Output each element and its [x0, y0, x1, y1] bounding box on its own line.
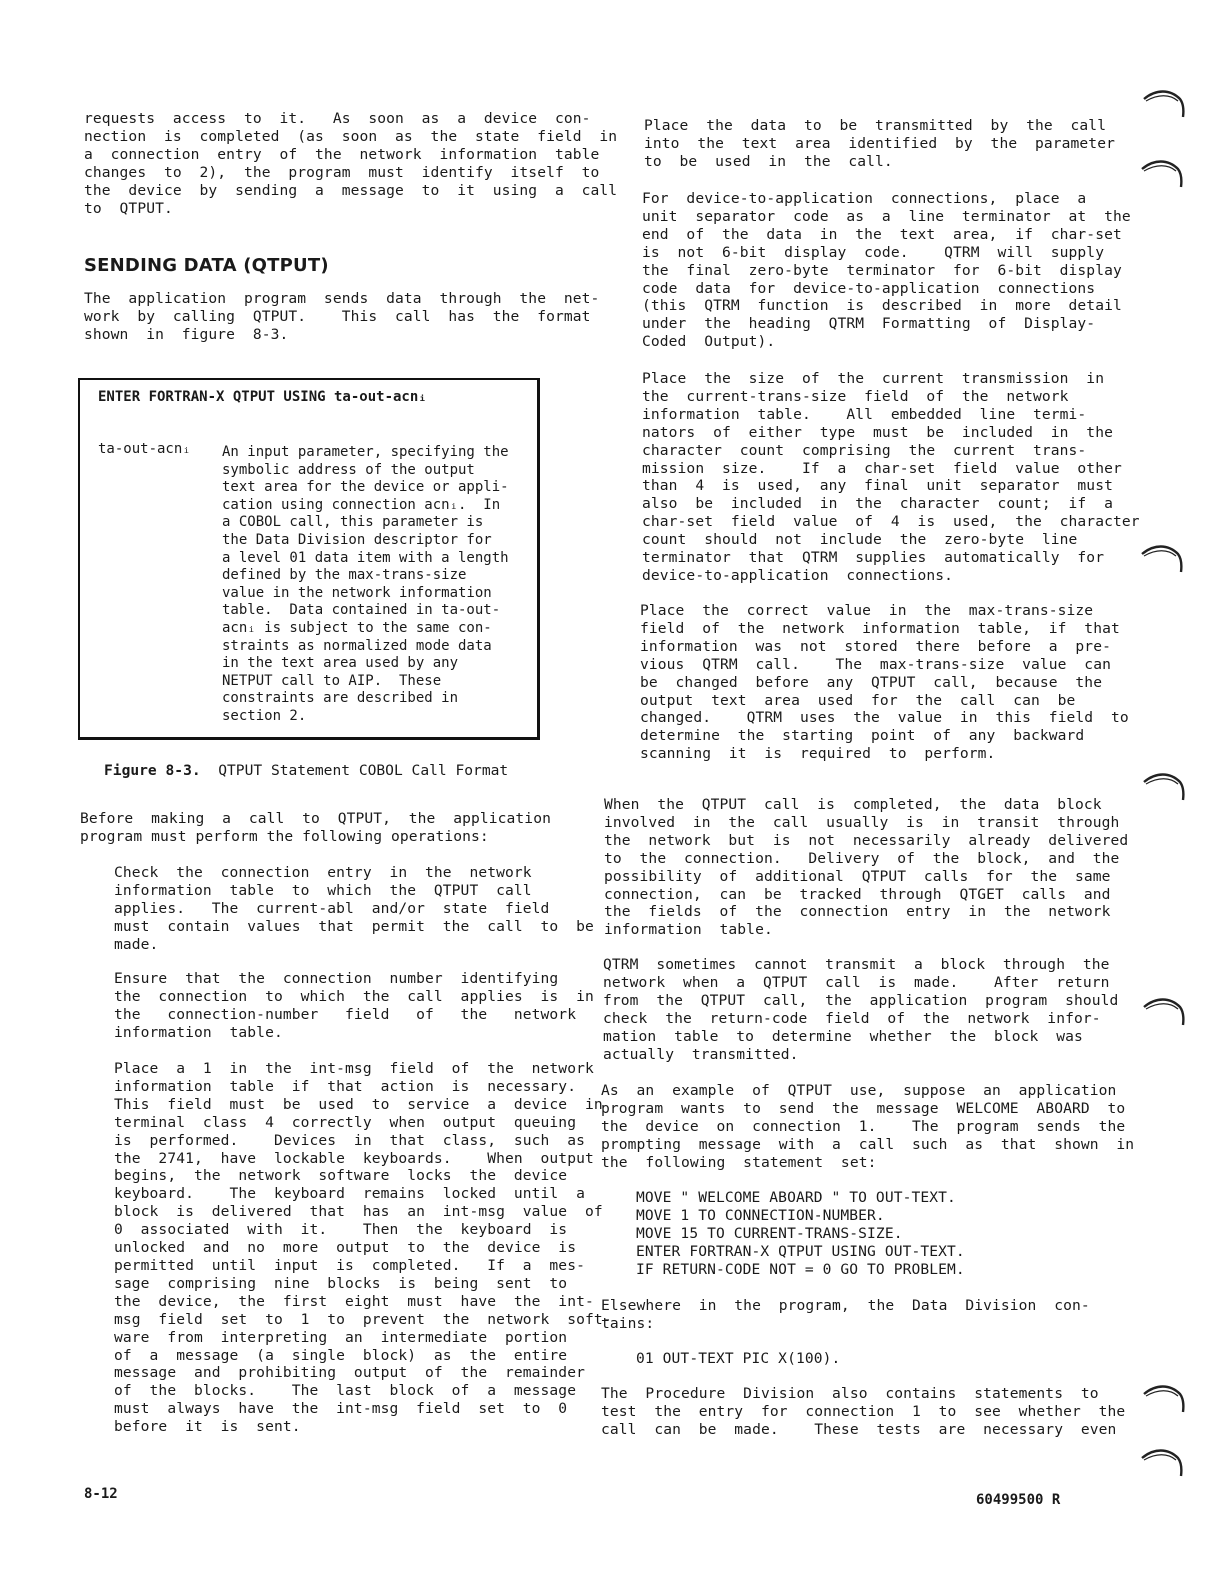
operation-int-msg: Place a 1 in the int-msg field of the network information table if that action is necessary. This field must be used to service a device in terminal class 4 correctly when output queuing is performed. Devices in that class, such as the 2741, have lockable keyboards. When output begins, the network software locks the device keyboard. The keyboard remains locked until a block is delivered that has an int-msg value of 0 associated with it. Then the keyboard is unlocked and no more output to the device is permitted until input is completed. If a mes- sage comprising nine blocks is being sent to the device, the first eight must have the int- msg field set to 1 to prevent the network soft- ware from interpreting an intermediate portion of a message (a single block) as the entire message and prohibiting output of the remainder of the blocks. The last block of a message must always have the int-msg field set to 0 before it is sent. [114, 1060, 612, 1436]
operation-place-data: Place the data to be transmitted by the call into the text area identified by the parameter to be used in the call. [644, 117, 1115, 170]
code-statement-set: MOVE " WELCOME ABOARD " TO OUT-TEXT. MOVE 1 TO CONNECTION-NUMBER. MOVE 15 TO CURRENT-TRANS-SIZE. ENTER FORTRAN-X QTPUT USING OUT-TEXT. IF RETURN-CODE NOT = 0 GO TO PROBLEM. [636, 1189, 965, 1278]
data-division-line: 01 OUT-TEXT PIC X(100). [636, 1350, 841, 1367]
operation-unit-separator: For device-to-application connections, place a unit separator code as a line terminator at the end of the data in the text area, if char-set is not 6-bit display code. QTRM will supply the final zero-byte terminator for 6-bit display code data for device-to-application connections (this QTRM function is described in more detail under the heading QTRM Formatting of Display- Coded Output). [642, 190, 1131, 351]
figure-caption [104, 762, 508, 779]
binder-mark [1140, 1380, 1188, 1416]
figure-caption-text: QTPUT Statement COBOL Call Format [218, 762, 509, 779]
binder-mark [1140, 993, 1188, 1029]
binder-mark [1140, 85, 1188, 121]
operation-trans-size: Place the size of the current transmission in the current-trans-size field of the network information table. All embedded line termi- nators of either type must be included in the character count comprising the current trans- mission size. If a char-set field value other than 4 is used, any final unit separator must also be included in the character count; if a char-set field value of 4 is used, the character count should not include the zero-byte line terminator that QTRM supplies automatically for device-to-application connections. [642, 370, 1140, 584]
procedure-paragraph: The Procedure Division also contains statements to test the entry for connection 1 to see whether the call can be made. These tests are necessary even [601, 1385, 1126, 1438]
example-paragraph: As an example of QTPUT use, suppose an application program wants to send the message WELCOME ABOARD to the device on connection 1. The program sends the prompting message with a call such as that shown in the following statement set: [601, 1082, 1135, 1171]
intro-paragraph: requests access to it. As soon as a device con- nection is completed (as soon as the state field in a connection entry of the network information table changes to 2), the program must identify itself to the device by sending a message to it using a call to QTPUT. [84, 110, 618, 217]
section-intro-paragraph: The application program sends data through the net- work by calling QTPUT. This call has the format shown in figure 8-3. [84, 290, 600, 343]
page-number: 8-12 [84, 1486, 118, 1502]
figure-caption-label: Figure 8-3. [104, 762, 201, 779]
binder-mark [1138, 155, 1186, 191]
binder-mark [1138, 540, 1186, 576]
cannot-transmit-paragraph: QTRM sometimes cannot transmit a block through the network when a QTPUT call is made. After return from the QTPUT call, the application program should check the return-code field of the network infor- mation table to determine whether the block was actually transmitted. [603, 956, 1119, 1063]
figure-param-description: An input parameter, specifying the symbolic address of the output text area for the device or appli- cation using connection acnᵢ. In a COBOL call, this parameter is the Data Division descriptor for a level 01 data item with a length defined by the max-trans-size value in the network information table. Data contained in ta-out- acnᵢ is subject to the same con- straints as normalized mode data in the text area used by any NETPUT call to AIP. These constraints are described in section 2. [222, 444, 509, 724]
operation-ensure-number: Ensure that the connection number identifying the connection to which the call applies is in the connection-number field of the network information table. [114, 970, 594, 1041]
completed-paragraph: When the QTPUT call is completed, the data block involved in the call usually is in transit through the network but is not necessarily already delivered to the connection. Delivery of the block, and the possibility of additional QTPUT calls for the same connection, can be tracked through QTGET calls and the fields of the connection entry in the network information table. [604, 796, 1129, 939]
elsewhere-paragraph: Elsewhere in the program, the Data Division con- tains: [601, 1297, 1090, 1332]
binder-mark [1138, 1444, 1186, 1480]
operation-max-trans-size: Place the correct value in the max-trans-size field of the network information table, if that information was not stored there before a pre- vious QTRM call. The max-trans-size value can be changed before any QTPUT call, because the output text area used for the call can be changed. QTRM uses the value in this field to determine the starting point of any backward scanning it is required to perform. [640, 602, 1129, 763]
binder-mark [1140, 768, 1188, 804]
figure-param-name: ta-out-acnᵢ [98, 441, 191, 457]
figure-statement: ENTER FORTRAN-X QTPUT USING ta-out-acnᵢ [98, 389, 427, 405]
before-paragraph: Before making a call to QTPUT, the application program must perform the following operations: [80, 810, 551, 845]
document-number: 60499500 R [976, 1492, 1061, 1508]
section-heading: SENDING DATA (QTPUT) [84, 255, 329, 276]
operation-check-entry: Check the connection entry in the network information table to which the QTPUT call applies. The current-abl and/or state field must contain values that permit the call to be made. [114, 864, 594, 953]
